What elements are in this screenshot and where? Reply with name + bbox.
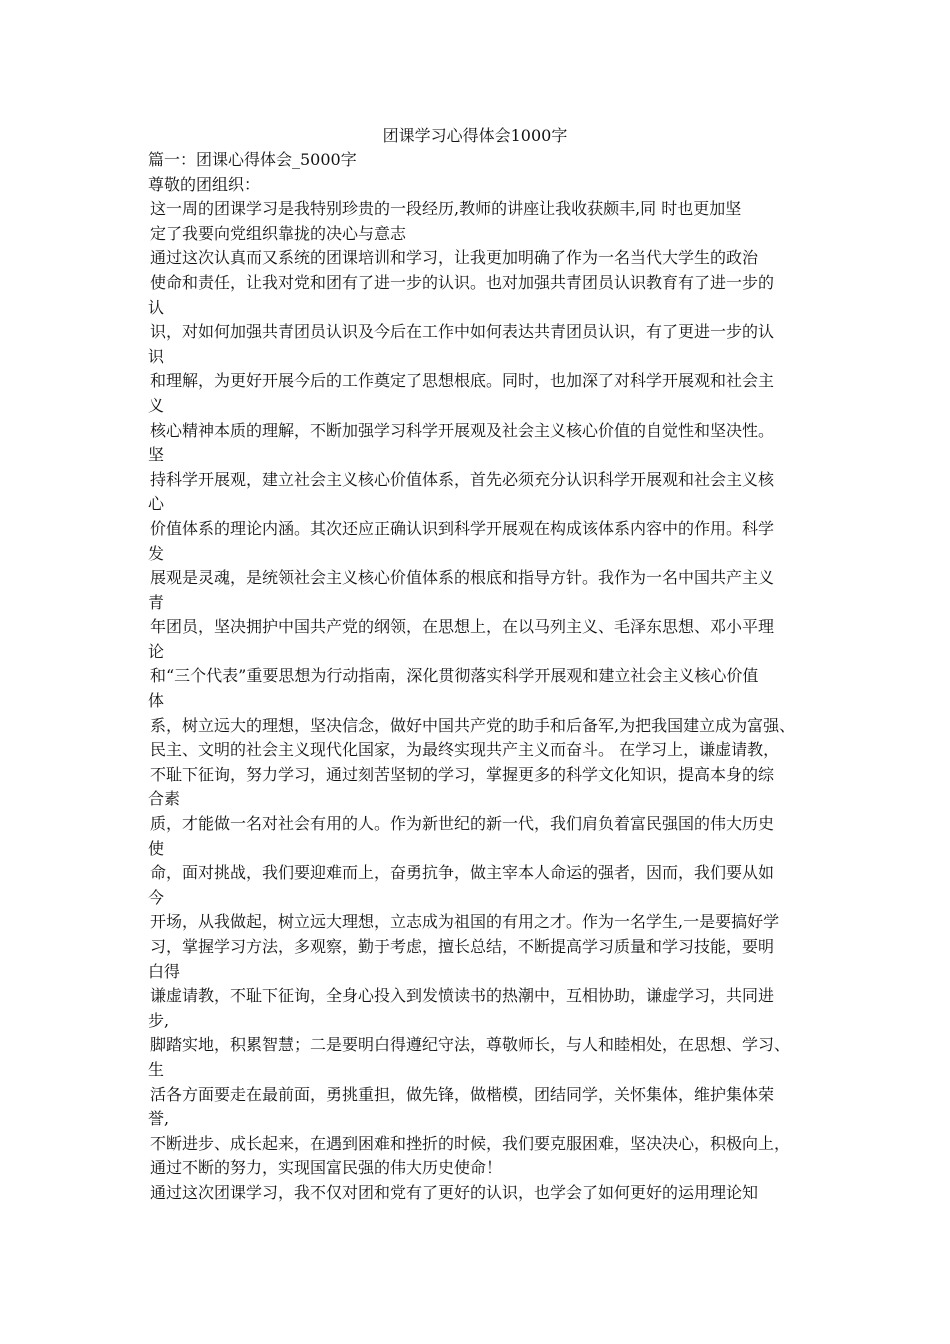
- text-line: 白得: [148, 961, 181, 981]
- text-line: 质，才能做一名对社会有用的人。作为新世纪的新一代，我们肩负着富民强国的伟大历史: [150, 814, 775, 834]
- text-line: 生: [148, 1059, 165, 1079]
- text-line: 定了我要向党组织靠拢的决心与意志: [150, 223, 407, 243]
- text-line: 使命和责任，让我对党和团有了进一步的认识。也对加强共青团员认识教育有了进一步的: [150, 272, 775, 292]
- text-line: 谦虚请教，不耻下征询，全身心投入到发愤读书的热潮中，互相协助，谦虚学习，共同进: [150, 986, 775, 1006]
- text-line: 青: [148, 592, 165, 612]
- text-line: 展观是灵魂，是统领社会主义核心价值体系的根底和指导方针。我作为一名中国共产主义: [150, 568, 775, 588]
- text-line: 活各方面要走在最前面，勇挑重担，做先锋，做楷模，团结同学，关怀集体，维护集体荣: [150, 1084, 775, 1104]
- text-line: 脚踏实地，积累智慧；二是要明白得遵纪守法，尊敬师长，与人和睦相处，在思想、学习、: [150, 1035, 791, 1055]
- text-line: 通过这次团课学习，我不仅对团和党有了更好的认识，也学会了如何更好的运用理论知: [150, 1182, 759, 1202]
- text-line: 不断进步、成长起来，在遇到困难和挫折的时候，我们要克服困难，坚决决心，积极向上，: [150, 1133, 791, 1153]
- text-line: 这一周的团课学习是我特别珍贵的一段经历,教师的讲座让我收获颇丰,同 时也更加坚: [150, 199, 742, 219]
- text-line: 尊敬的团组织：: [148, 174, 261, 194]
- text-line: 发: [148, 543, 165, 563]
- text-line: 步,: [148, 1010, 170, 1030]
- text-line: 篇一：团课心得体会_5000字: [148, 150, 357, 169]
- text-line: 命，面对挑战，我们要迎难而上，奋勇抗争，做主宰本人命运的强者，因而，我们要从如: [150, 863, 775, 883]
- text-line: 习，掌握学习方法，多观察，勤于考虑，擅长总结，不断提高学习质量和学习技能，要明: [150, 937, 775, 956]
- text-line: 年团员，坚决拥护中国共产党的纲领，在思想上，在以马列主义、毛泽东思想、邓小平理: [150, 617, 775, 637]
- text-line: 体: [148, 691, 165, 711]
- text-line: 价值体系的理论内涵。其次还应正确认识到科学开展观在构成该体系内容中的作用。科学: [150, 518, 775, 538]
- text-line: 开场，从我做起，树立远大理想，立志成为祖国的有用之才。作为一名学生,一是要搞好学: [150, 912, 780, 932]
- document-title: 团课学习心得体会1000字: [382, 126, 568, 145]
- text-line: 核心精神本质的理解，不断加强学习科学开展观及社会主义核心价值的自觉性和坚决性。: [150, 420, 775, 440]
- text-line: 识，对如何加强共青团员认识及今后在工作中如何表达共青团员认识，有了更进一步的认: [150, 322, 775, 342]
- text-line: 持科学开展观，建立社会主义核心价值体系，首先必须充分认识科学开展观和社会主义核: [150, 469, 775, 489]
- text-line: 心: [148, 494, 165, 514]
- text-line: 今: [148, 887, 165, 907]
- text-line: 通过这次认真而又系统的团课培训和学习，让我更加明确了作为一名当代大学生的政治: [150, 248, 759, 268]
- text-line: 识: [148, 346, 165, 366]
- text-line: 民主、文明的社会主义现代化国家，为最终实现共产主义而奋斗。 在学习上，谦虚请教，: [150, 740, 780, 760]
- text-line: 论: [148, 641, 165, 661]
- text-line: 誉,: [148, 1109, 170, 1129]
- text-line: 认: [148, 297, 165, 317]
- text-line: 通过不断的努力，实现国富民强的伟大历史使命！: [150, 1158, 503, 1178]
- text-line: 使: [148, 838, 165, 858]
- text-line: 义: [148, 395, 165, 415]
- text-line: 和理解，为更好开展今后的工作奠定了思想根底。同时，也加深了对科学开展观和社会主: [150, 371, 775, 391]
- text-line: 系，树立远大的理想，坚决信念，做好中国共产党的助手和后备军,为把我国建立成为富强、: [150, 715, 796, 735]
- document-body: [148, 148, 818, 1206]
- text-line: 和“三个代表”重要思想为行动指南，深化贯彻落实科学开展观和建立社会主义核心价值: [150, 666, 759, 686]
- text-line: 坚: [148, 445, 165, 465]
- text-line: 不耻下征询，努力学习，通过刻苦坚韧的学习，掌握更多的科学文化知识，提高本身的综: [150, 764, 775, 784]
- text-line: 合素: [148, 789, 181, 809]
